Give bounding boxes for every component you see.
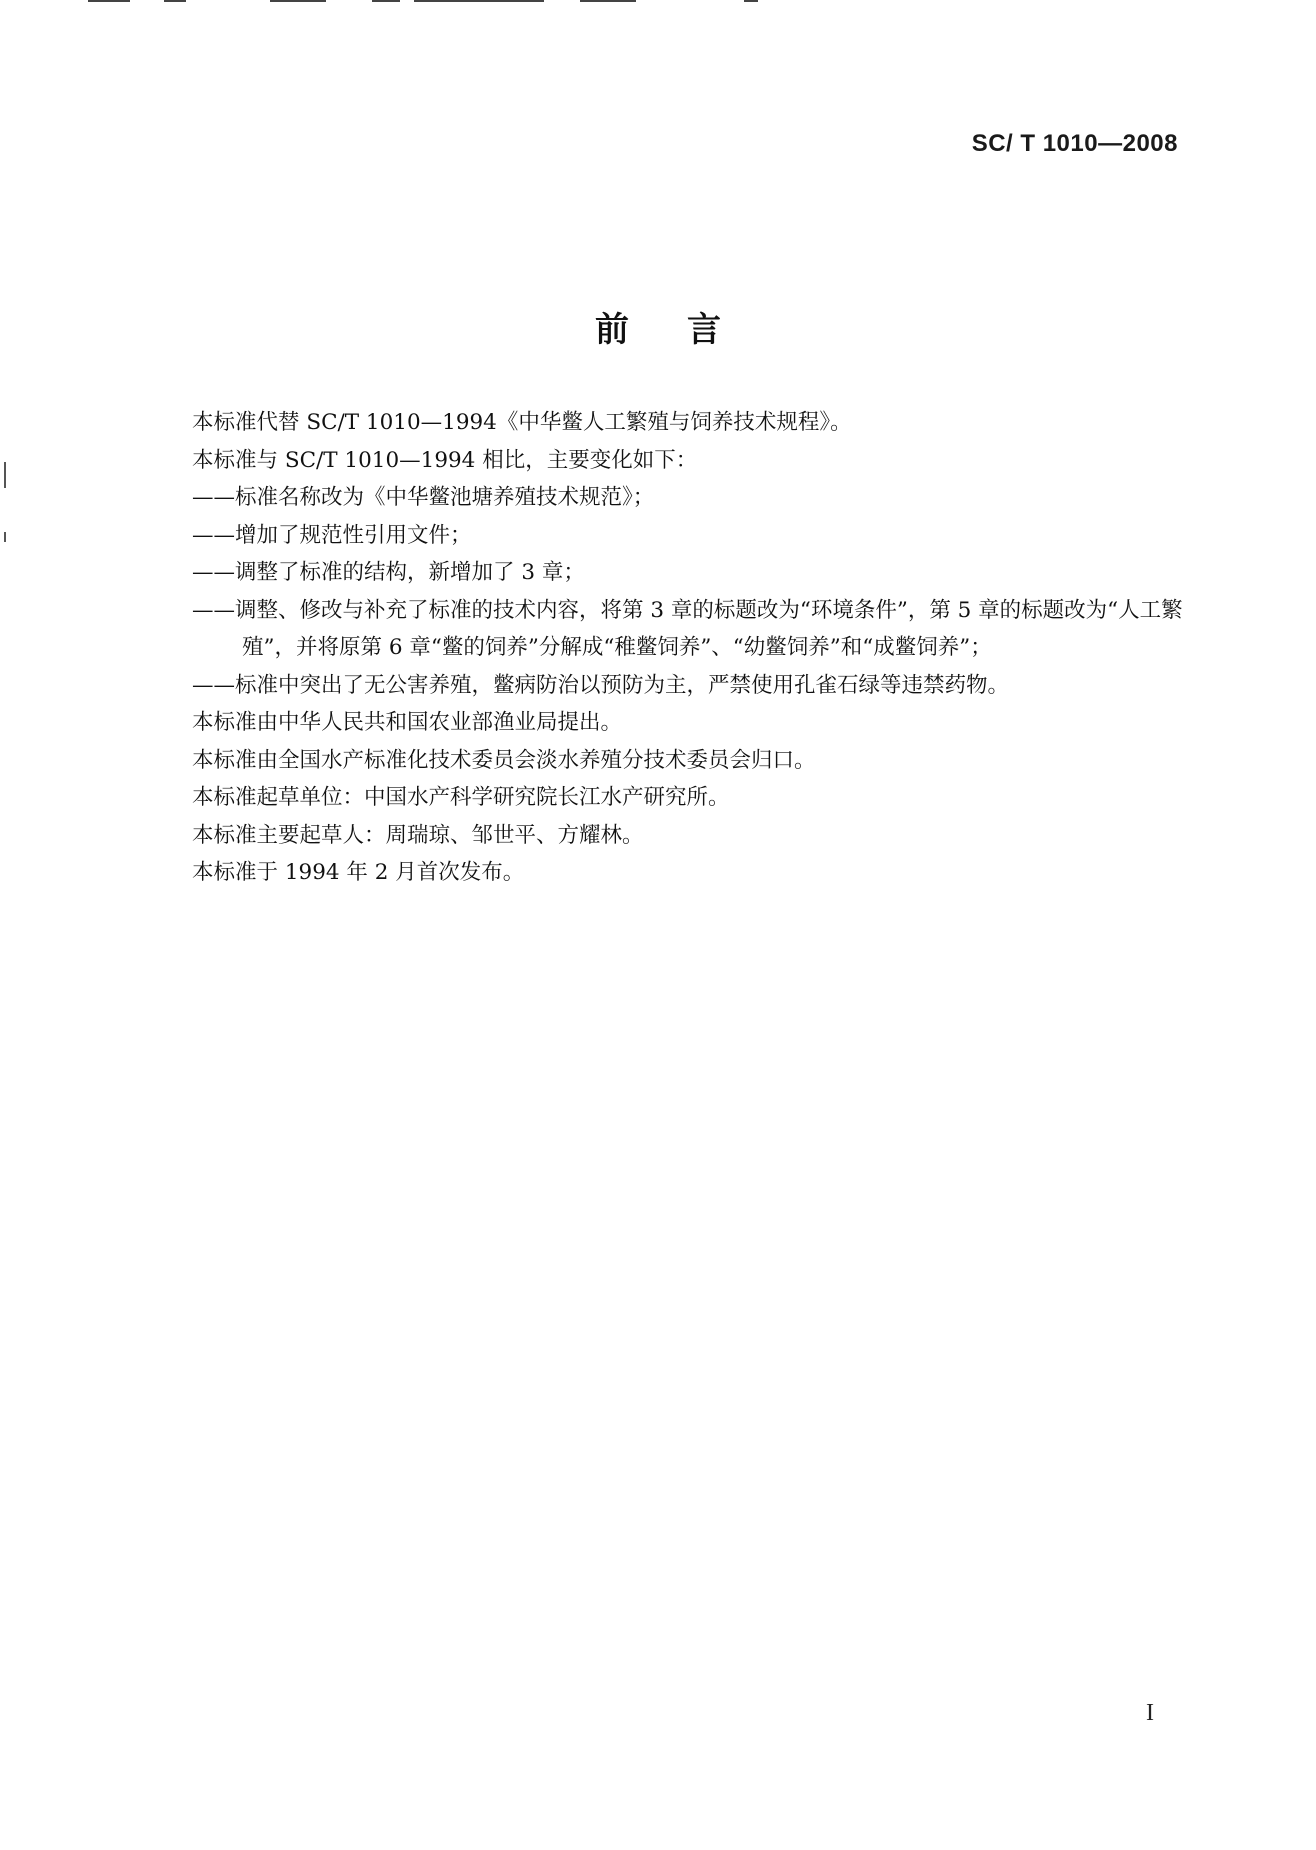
top-edge-rule [744, 0, 758, 2]
top-edge-rule [270, 0, 326, 2]
paragraph: 本标准由中华人民共和国农业部渔业局提出。 [192, 710, 623, 735]
margin-mark [4, 532, 6, 542]
paragraph: 本标准于 1994 年 2 月首次发布。 [192, 860, 525, 885]
margin-mark [4, 462, 6, 488]
list-item: ——增加了规范性引用文件； [192, 522, 472, 548]
paragraph: 本标准由全国水产标准化技术委员会淡水养殖分技术委员会归口。 [192, 747, 816, 773]
paragraph: 本标准起草单位：中国水产科学研究院长江水产研究所。 [192, 785, 730, 810]
document-body [192, 404, 1192, 892]
top-edge-rule [414, 0, 544, 2]
paragraph: 本标准主要起草人：周瑞琼、邹世平、方耀林。 [192, 822, 644, 848]
page-number: I [1146, 1700, 1154, 1726]
standard-code: SC/ T 1010—2008 [971, 130, 1178, 157]
top-edge-rule [372, 0, 400, 2]
list-item: ——调整、修改与补充了标准的技术内容，将第 3 章的标题改为“环境条件”，第 5 章的标题改为“人工繁殖”，并将原第 6 章“鳖的饲养”分解成“稚鳖饲养”、“幼鳖饲养”和“成鳖饲养”； [192, 597, 1183, 660]
list-item: ——标准名称改为《中华鳖池塘养殖技术规范》； [192, 485, 655, 510]
paragraph: 本标准与 SC/T 1010—1994 相比，主要变化如下： [192, 447, 698, 473]
top-edge-rule [88, 0, 130, 2]
top-edge-rule [164, 0, 186, 2]
list-item: ——调整了标准的结构，新增加了 3 章； [192, 560, 585, 585]
top-edge-rule [580, 0, 636, 2]
paragraph: 本标准代替 SC/T 1010—1994《中华鳖人工繁殖与饲养技术规程》。 [192, 410, 852, 435]
list-item: ——标准中突出了无公害养殖，鳖病防治以预防为主，严禁使用孔雀石绿等违禁药物。 [192, 672, 1010, 698]
page-title: 前言 [595, 310, 779, 350]
